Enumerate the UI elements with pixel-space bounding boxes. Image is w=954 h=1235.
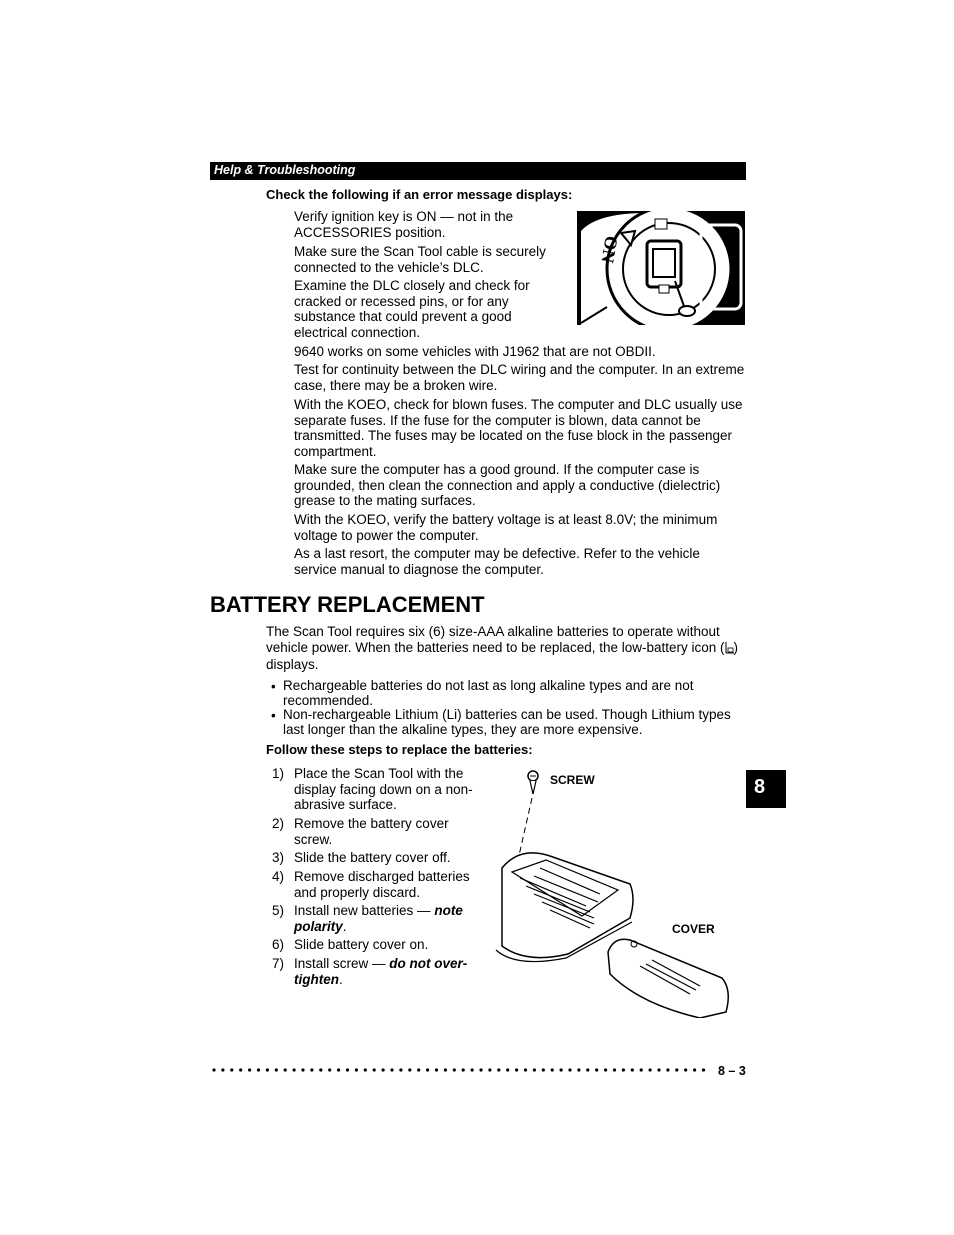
footer-dot xyxy=(524,1068,527,1071)
footer-dot xyxy=(568,1068,571,1071)
ignition-on-label: ON xyxy=(597,234,622,265)
step-number: 5) xyxy=(272,903,285,918)
footer-dot xyxy=(293,1068,296,1071)
footer-dot xyxy=(684,1068,687,1071)
low-battery-icon xyxy=(725,642,734,658)
footer-dot xyxy=(488,1068,491,1071)
step-text: Slide battery cover on. xyxy=(294,937,429,952)
footer-dot xyxy=(506,1068,509,1071)
footer-dot xyxy=(702,1068,705,1071)
check-item-2: Make sure the Scan Tool cable is securely connected to the vehicle’s DLC. xyxy=(294,244,546,275)
ignition-key-illustration xyxy=(577,211,745,325)
step-text-main: Install new batteries — xyxy=(294,903,435,918)
footer-dot xyxy=(248,1068,251,1071)
step-text xyxy=(294,956,480,987)
footer-dot xyxy=(337,1068,340,1071)
footer-dot xyxy=(675,1068,678,1071)
bullet-marker: • xyxy=(271,708,276,723)
cover-label: COVER xyxy=(672,922,715,936)
footer-dot xyxy=(666,1068,669,1071)
footer-dot xyxy=(497,1068,500,1071)
check-item-3: Examine the DLC closely and check for cracked or recessed pins, or for any substance that could prevent a good electrical connection. xyxy=(294,278,530,340)
footer-dot xyxy=(640,1068,643,1071)
check-item-5: Test for continuity between the DLC wiring and the computer. In an extreme case, there may be a broken wire. xyxy=(294,362,745,393)
section-title: BATTERY REPLACEMENT xyxy=(210,592,485,617)
footer-dot xyxy=(399,1068,402,1071)
footer-dot xyxy=(373,1068,376,1071)
footer-dot xyxy=(542,1068,545,1071)
chapter-tab xyxy=(746,770,786,808)
step-text-main: Install screw — xyxy=(294,956,390,971)
footer-dot xyxy=(613,1068,616,1071)
check-item-7: Make sure the computer has a good ground. If the computer case is grounded, then clean the connection and apply a conductive (dielectric) grease to the mating surfaces. xyxy=(294,462,721,508)
footer-dot xyxy=(471,1068,474,1071)
step-text: Place the Scan Tool with the display facing down on a non-abrasive surface. xyxy=(294,766,473,812)
battery-intro-b: ) displays. xyxy=(266,639,739,672)
step-text xyxy=(294,903,480,934)
step-text-emphasis: do not over-tighten xyxy=(294,956,468,987)
check-item-1: Verify ignition key is ON — not in the ACCESSORIES position. xyxy=(294,209,514,240)
step-text-emphasis: note polarity xyxy=(294,903,463,934)
footer-dot xyxy=(693,1068,696,1071)
check-item-9: As a last resort, the computer may be defective. Refer to the vehicle service manual to diagnose the computer. xyxy=(294,546,700,577)
footer-dot xyxy=(284,1068,287,1071)
footer-dot xyxy=(551,1068,554,1071)
step-number: 6) xyxy=(272,937,285,952)
screw-label: SCREW xyxy=(550,773,595,787)
bullet-marker: • xyxy=(271,679,276,694)
footer-dot xyxy=(426,1068,429,1071)
footer-dot xyxy=(212,1068,215,1071)
footer-dot xyxy=(453,1068,456,1071)
footer-dot xyxy=(622,1068,625,1071)
footer-dot xyxy=(355,1068,358,1071)
footer-dot xyxy=(462,1068,465,1071)
footer-dot xyxy=(479,1068,482,1071)
step-text-tail: . xyxy=(342,918,347,934)
footer-dot xyxy=(417,1068,420,1071)
step-text: Slide the battery cover off. xyxy=(294,850,451,865)
footer-dot xyxy=(649,1068,652,1071)
page-number: 8 – 3 xyxy=(718,1064,746,1078)
step-text: Remove the battery cover screw. xyxy=(294,816,449,847)
check-item-6: With the KOEO, check for blown fuses. The computer and DLC usually use separate fuses. If the fuse for the computer is blown, data cannot be transmitted. The fuses may be located on the fuse block in the passenger compartment. xyxy=(294,397,743,459)
step-number: 3) xyxy=(272,850,285,865)
footer-dot xyxy=(533,1068,536,1071)
step-text: Remove discharged batteries and properly discard. xyxy=(294,869,470,900)
footer-dot xyxy=(230,1068,233,1071)
steps-heading: Follow these steps to replace the batteries: xyxy=(266,742,533,757)
battery-cover-illustration xyxy=(490,768,746,1018)
footer-dot xyxy=(257,1068,260,1071)
bullet-item-2: Non-rechargeable Lithium (Li) batteries can be used. Though Lithium types last longer than the alkaline types, they are more expensive. xyxy=(283,707,731,737)
chapter-number: 8 xyxy=(754,776,766,798)
footer-dot xyxy=(560,1068,563,1071)
step-number: 2) xyxy=(272,816,285,831)
footer-dot xyxy=(328,1068,331,1071)
footer-dot xyxy=(657,1068,660,1071)
section-header-title: Help & Troubleshooting xyxy=(214,163,356,177)
bullet-item-1: Rechargeable batteries do not last as long alkaline types and are not recommended. xyxy=(283,678,694,708)
battery-intro-a: The Scan Tool requires six (6) size-AAA alkaline batteries to operate without vehicle power. When the batteries need to be replaced, the low-battery icon ( xyxy=(266,624,725,655)
check-item-4: 9640 works on some vehicles with J1962 that are not OBDII. xyxy=(294,344,656,359)
footer-dot xyxy=(319,1068,322,1071)
footer-dot xyxy=(310,1068,313,1071)
footer-dot xyxy=(364,1068,367,1071)
footer-dot xyxy=(266,1068,269,1071)
footer-dot xyxy=(631,1068,634,1071)
footer-dot xyxy=(586,1068,589,1071)
footer-dot xyxy=(382,1068,385,1071)
footer-dot xyxy=(301,1068,304,1071)
footer-dot xyxy=(604,1068,607,1071)
step-text-tail: . xyxy=(339,971,343,987)
check-item-8: With the KOEO, verify the battery voltage is at least 8.0V; the minimum voltage to power the computer. xyxy=(294,512,718,543)
footer-dot xyxy=(346,1068,349,1071)
footer-dot xyxy=(239,1068,242,1071)
footer-dot xyxy=(408,1068,411,1071)
step-number: 1) xyxy=(272,766,285,781)
footer-dot xyxy=(444,1068,447,1071)
footer-dot xyxy=(275,1068,278,1071)
footer-dotted-rule xyxy=(212,1062,712,1072)
footer-dot xyxy=(390,1068,393,1071)
screw-icon xyxy=(528,771,538,794)
footer-dot xyxy=(595,1068,598,1071)
footer-dot xyxy=(435,1068,438,1071)
footer-dot xyxy=(577,1068,580,1071)
check-heading: Check the following if an error message displays: xyxy=(266,187,573,202)
footer-dot xyxy=(221,1068,224,1071)
step-number: 4) xyxy=(272,869,285,884)
footer-dot xyxy=(515,1068,518,1071)
battery-intro xyxy=(266,624,746,673)
section-header-bar xyxy=(210,162,746,180)
step-number: 7) xyxy=(272,956,285,971)
